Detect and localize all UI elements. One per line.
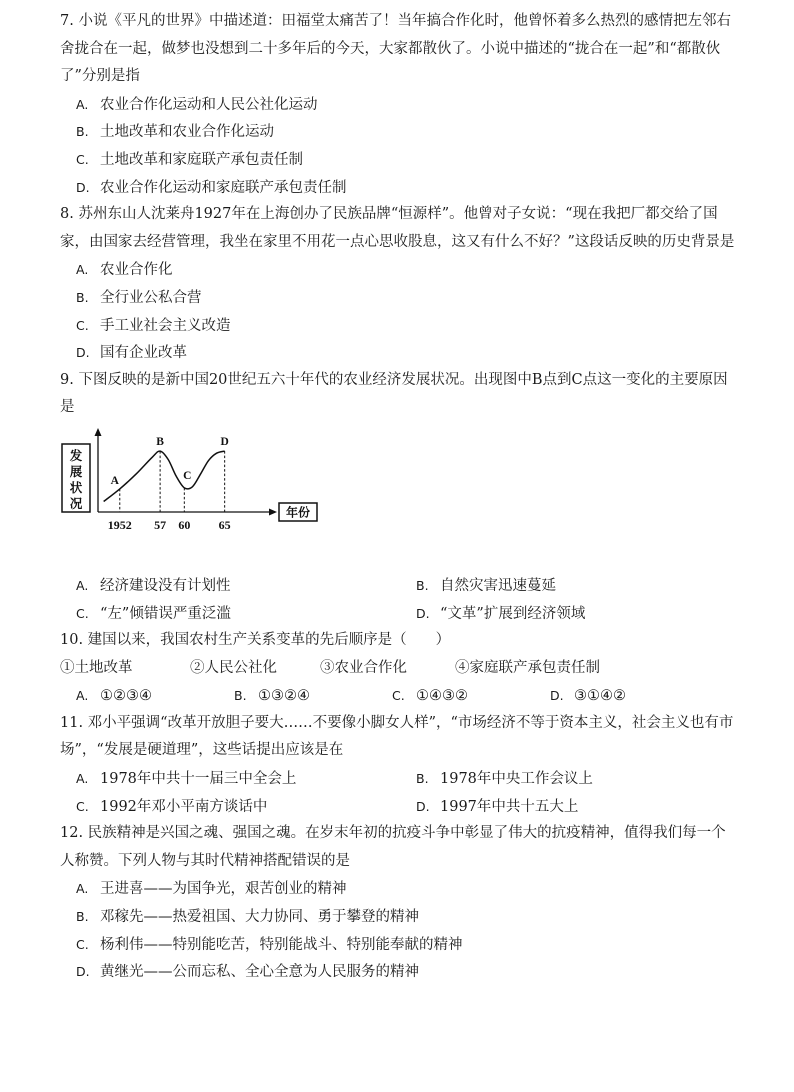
question-10-item: ④家庭联产承包责任制 [455, 659, 600, 676]
agriculture-chart-container [60, 422, 740, 572]
point-label-b: B [156, 436, 164, 449]
point-label-d: D [220, 436, 229, 449]
question-9-option-b[interactable]: B. 自然灾害迅速蔓延 [416, 577, 556, 594]
question-8 [60, 201, 740, 367]
question-10-items [60, 655, 740, 683]
question-7-option-c[interactable]: C. 土地改革和家庭联产承包责任制 [76, 151, 303, 168]
y-label-char: 状 [69, 480, 83, 495]
question-10 [60, 627, 740, 710]
x-tick-label: 1952 [107, 517, 132, 532]
question-12-option-a[interactable]: A. 王进喜——为国争光，艰苦创业的精神 [76, 881, 347, 898]
question-8-option-d[interactable]: D. 国有企业改革 [76, 345, 187, 362]
y-label-char: 发 [69, 448, 83, 463]
question-9 [60, 367, 740, 627]
question-10-option-b[interactable]: B. ①③②④ [234, 688, 310, 705]
question-10-stem: 10. 建国以来，我国农村生产关系变革的先后顺序是（ ） [60, 632, 451, 649]
question-8-option-a[interactable]: A. 农业合作化 [76, 262, 173, 279]
x-tick-label: 65 [218, 517, 231, 532]
question-7 [60, 8, 740, 201]
exam-page [60, 8, 740, 986]
question-7-stem: 7. 小说《平凡的世界》中描述道：田福堂太痛苦了！当年搞合作化时，他曾怀着多么热烈的感情把左邻右舍拢合在一起，做梦也没想到二十多年后的今天，大家都散伙了。小说中描述的“拢合在一起”和“都散伙了”分别是指 [60, 13, 731, 85]
point-label-a: A [110, 474, 119, 487]
question-8-option-b[interactable]: B. 全行业公私合营 [76, 289, 202, 306]
question-8-stem: 8. 苏州东山人沈莱舟1927年在上海创办了民族品牌“恒源样”。他曾对子女说：“现在我把厂都交给了国家，由国家去经营管理，我坐在家里不用花一点心思收股息，这又有什么不好？”这段话反映的历史背景是 [60, 206, 735, 250]
question-11-option-c[interactable]: C. 1992年邓小平南方谈话中 [76, 798, 268, 815]
x-tick-label: 60 [178, 517, 191, 532]
question-12-option-b[interactable]: B. 邓稼先——热爱祖国、大力协同、勇于攀登的精神 [76, 909, 419, 926]
x-axis-arrow [269, 508, 277, 515]
question-9-option-a[interactable]: A. 经济建设没有计划性 [76, 577, 231, 594]
x-label: 年份 [285, 505, 311, 520]
question-10-option-a[interactable]: A. ①②③④ [76, 688, 152, 705]
question-11-option-b[interactable]: B. 1978年中央工作会议上 [416, 771, 593, 788]
y-axis-arrow [95, 428, 102, 436]
question-9-option-d[interactable]: D. “文革”扩展到经济领域 [416, 605, 586, 622]
question-10-item: ③农业合作化 [320, 659, 407, 676]
point-label-c: C [183, 469, 192, 482]
question-11-option-d[interactable]: D. 1997年中共十五大上 [416, 798, 579, 815]
development-curve [104, 451, 225, 501]
question-7-option-d[interactable]: D. 农业合作化运动和家庭联产承包责任制 [76, 179, 347, 196]
question-10-option-d[interactable]: D. ③①④② [550, 688, 626, 705]
x-tick-label: 57 [154, 517, 167, 532]
question-11-stem: 11. 邓小平强调“改革开放胆子要大……不要像小脚女人样”，“市场经济不等于资本主义，社会主义也有市场”，“发展是硬道理”，这些话提出应该是在 [60, 714, 734, 759]
question-7-option-a[interactable]: A. 农业合作化运动和人民公社化运动 [76, 96, 318, 113]
question-12 [60, 820, 740, 986]
y-label-char: 展 [69, 464, 83, 479]
agriculture-development-chart [60, 422, 340, 570]
y-label-char: 况 [69, 496, 83, 511]
question-9-option-c[interactable]: C. “左”倾错误严重泛滥 [76, 605, 231, 622]
question-8-option-c[interactable]: C. 手工业社会主义改造 [76, 317, 231, 334]
question-9-stem: 9. 下图反映的是新中国20世纪五六十年代的农业经济发展状况。出现图中B点到C点这一变化的主要原因是 [60, 371, 728, 416]
question-11 [60, 710, 740, 820]
question-10-option-c[interactable]: C. ①④③② [392, 688, 468, 705]
question-7-option-b[interactable]: B. 土地改革和农业合作化运动 [76, 124, 274, 141]
question-12-stem: 12. 民族精神是兴国之魂、强国之魂。在岁末年初的抗疫斗争中彰显了伟大的抗疫精神，值得我们每一个人称赞。下列人物与其时代精神搭配错误的是 [60, 825, 726, 869]
question-10-item: ②人民公社化 [190, 659, 277, 676]
question-12-option-c[interactable]: C. 杨利伟——特别能吃苦，特别能战斗、特别能奉献的精神 [76, 936, 463, 953]
question-12-option-d[interactable]: D. 黄继光——公而忘私、全心全意为人民服务的精神 [76, 964, 419, 981]
question-10-item: ①土地改革 [60, 659, 133, 676]
question-11-option-a[interactable]: A. 1978年中共十一届三中全会上 [76, 771, 297, 788]
